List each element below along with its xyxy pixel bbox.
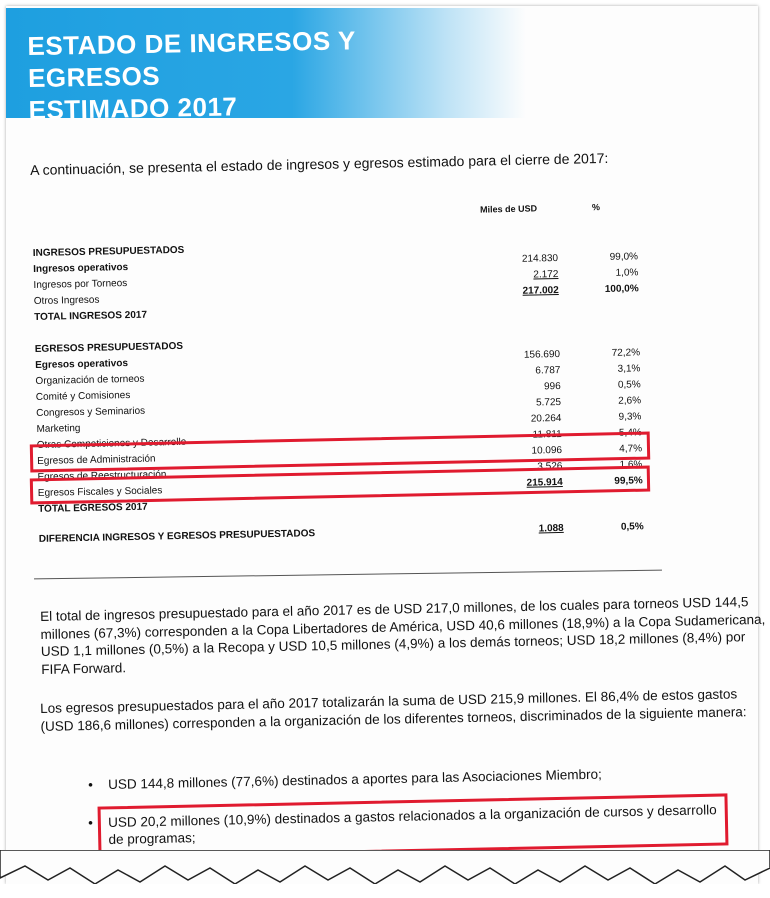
- row-label: INGRESOS PRESUPUESTADOS: [32, 244, 185, 259]
- row-value: 214.830: [521, 252, 559, 265]
- row-label: Egresos Fiscales y Sociales: [37, 485, 163, 499]
- row-value: 215.914: [526, 476, 563, 489]
- row-label: EGRESOS PRESUPUESTADOS: [34, 340, 184, 355]
- row-percent: 1,0%: [615, 267, 639, 279]
- row-label: TOTAL EGRESOS 2017: [38, 501, 148, 515]
- row-percent: 2,6%: [618, 395, 642, 407]
- row-label: Marketing: [36, 423, 81, 435]
- bullet-icon: •: [88, 777, 94, 793]
- bullet-text: USD 20,2 millones (10,9%) destinados a gastos relacionados a la organización de cursos y desarrollo de programas;: [108, 802, 717, 847]
- row-percent: 0,5%: [620, 521, 644, 533]
- intro-text: A continuación, se presenta el estado de ingresos y egresos estimado para el cierre de 2017:: [30, 149, 609, 178]
- row-value: 10.096: [531, 444, 563, 457]
- paragraph-egresos: Los egresos presupuestados para el año 2017 totalizarán la suma de USD 215,9 millones. El 86,4% de estos gastos (USD 186,6 millones) corresponden a la organización de los diferentes torneos, discriminados de la siguiente manera:: [40, 686, 747, 734]
- row-percent: 5,4%: [618, 427, 642, 439]
- row-value: 6.787: [535, 364, 561, 377]
- title-line-1: ESTADO DE INGRESOS Y EGRESOS: [27, 25, 356, 94]
- row-label: Comité y Comisiones: [35, 389, 131, 403]
- row-percent: 99,0%: [609, 251, 639, 263]
- row-percent: 99,5%: [614, 475, 643, 487]
- document-title: [27, 22, 489, 126]
- row-label: Otras Competiciones y Desarrollo: [36, 436, 187, 451]
- row-label: Egresos de Reestructuración: [37, 469, 167, 483]
- title-line-2: ESTIMADO 2017: [28, 91, 238, 126]
- column-header-percent: %: [591, 202, 601, 213]
- row-value: 3.526: [537, 460, 563, 473]
- row-value: 996: [543, 380, 561, 393]
- row-percent: 3,1%: [617, 363, 641, 375]
- row-value: 217.002: [522, 284, 559, 297]
- row-value: 20.264: [530, 412, 562, 425]
- row-label: Ingresos operativos: [33, 261, 129, 275]
- bullet-text: USD 144,8 millones (77,6%) destinados a aportes para las Asociaciones Miembro;: [108, 766, 602, 792]
- row-percent: 4,7%: [619, 443, 643, 455]
- bullet-icon: •: [88, 815, 94, 831]
- row-label: Congresos y Seminarios: [36, 405, 146, 419]
- row-percent: 0,5%: [617, 379, 641, 391]
- column-header-amount: Miles de USD: [479, 203, 538, 215]
- row-value: 5.725: [535, 396, 562, 409]
- row-value: 2.172: [533, 268, 559, 281]
- row-label: Egresos operativos: [35, 358, 129, 371]
- row-percent: 100,0%: [604, 283, 639, 296]
- row-value: 1.088: [538, 522, 564, 535]
- title-banner: [6, 8, 526, 126]
- paragraph-ingresos: El total de ingresos presupuestado para el año 2017 es de USD 217,0 millones, de los cuales para torneos USD 144,5 millones (67,3%) corresponden a la Copa Libertadores de América, USD 40,6 millones (18,9%) a la Copa Sudamericana, USD 1,1 millones (0,5%) a la Recopa y USD 10,5 millones (4,9%) a los demás torneos; USD 18,2 millones (8,4%) por FIFA Forward.: [40, 594, 766, 677]
- row-label: Organización de torneos: [35, 373, 145, 387]
- row-percent: 1,6%: [619, 459, 643, 471]
- row-label: TOTAL INGRESOS 2017: [34, 309, 148, 323]
- row-percent: 72,2%: [611, 347, 641, 359]
- row-label: Egresos de Administración: [37, 453, 156, 467]
- row-value: 156.690: [523, 348, 561, 361]
- torn-paper-edge: [0, 850, 770, 898]
- row-label: DIFERENCIA INGRESOS Y EGRESOS PRESUPUESTADOS: [38, 528, 316, 545]
- row-label: Otros Ingresos: [33, 294, 100, 307]
- row-label: Ingresos por Torneos: [33, 278, 128, 291]
- row-value: 11.811: [532, 428, 562, 441]
- row-percent: 9,3%: [618, 411, 642, 423]
